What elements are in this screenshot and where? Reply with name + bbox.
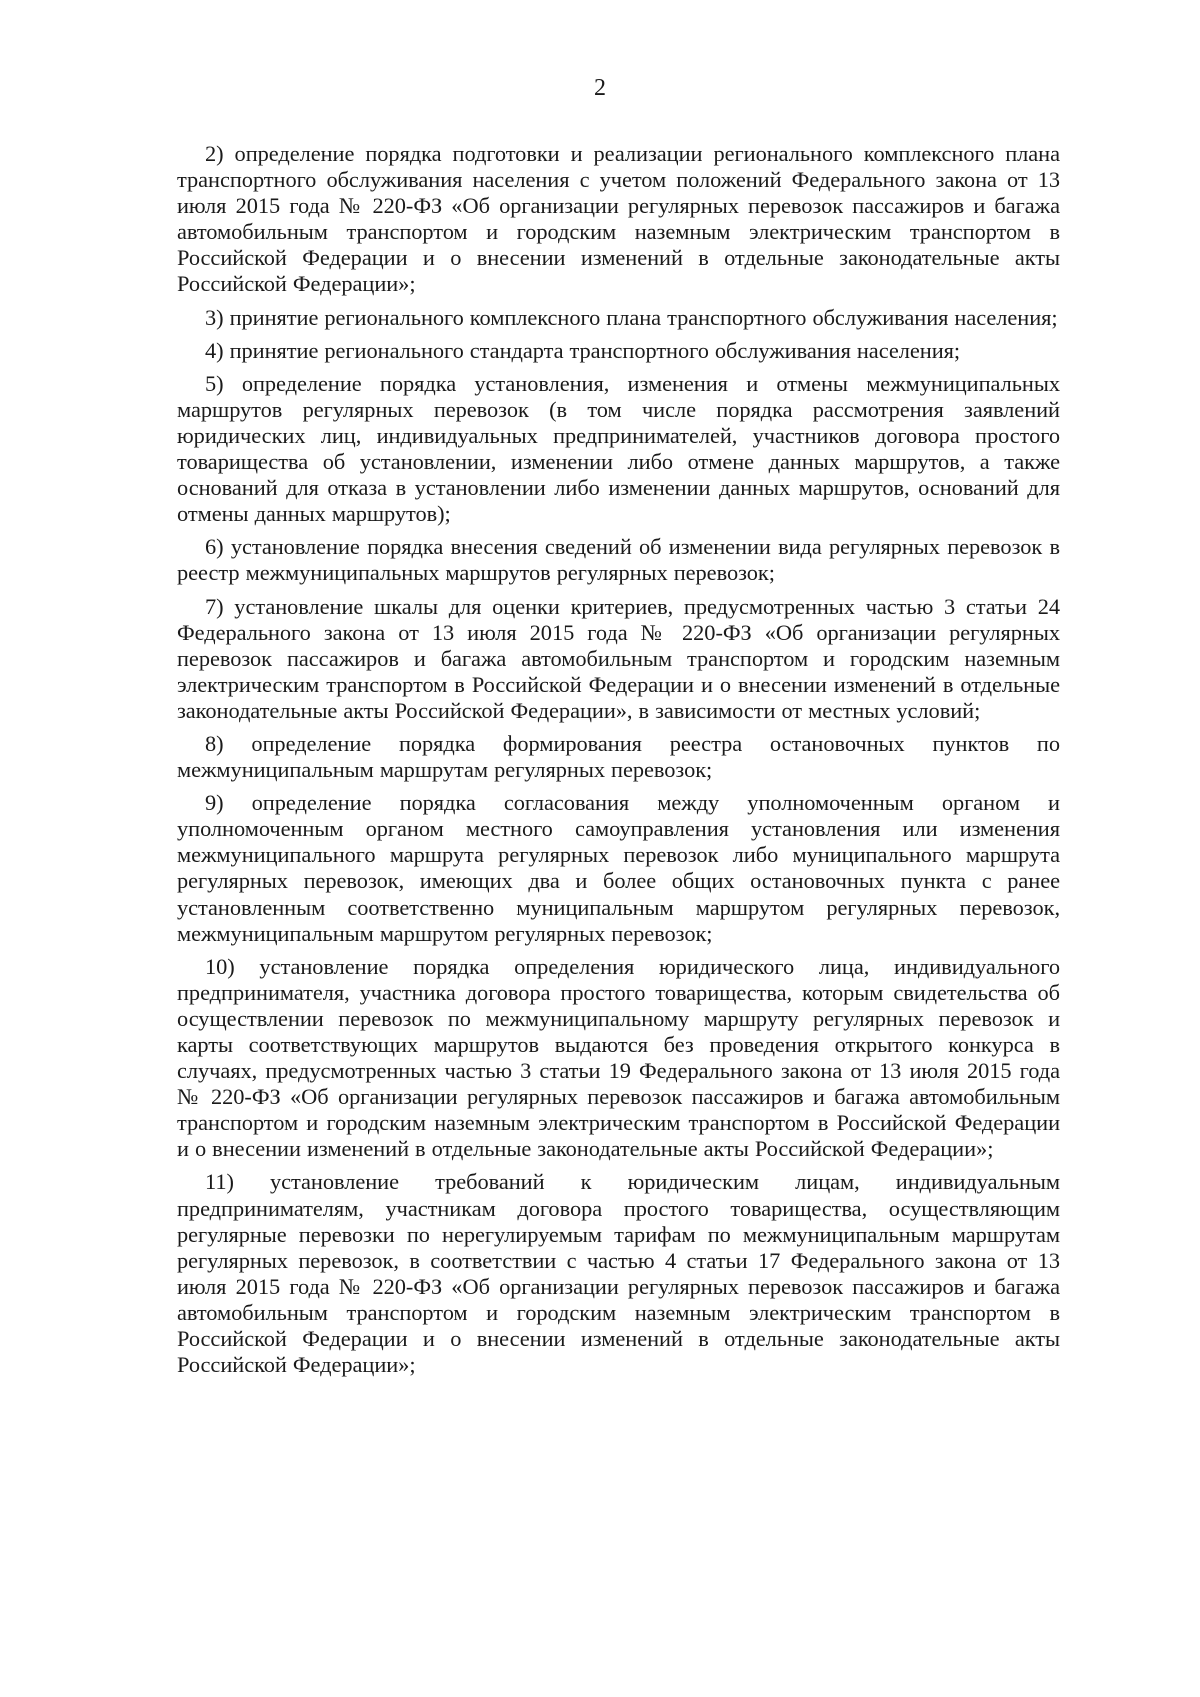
paragraph-item-8: 8) определение порядка формирования реестра остановочных пунктов по межмуниципальным маршрутам регулярных перевозок; — [177, 730, 1060, 783]
paragraph-item-11: 11) установление требований к юридическим лицам, индивидуальным предпринимателям, участникам договора простого товарищества, осуществляющим регулярные перевозки по нерегулируемым тарифам по межмуниципальным маршрутам регулярных перевозок, в соответствии с частью 4 статьи 17 Федерального закона от 13 июля 2015 года № 220-ФЗ «Об организации регулярных перевозок пассажиров и багажа автомобильным транспортом и городским наземным электрическим транспортом в Российской Федерации и о внесении изменений в отдельные законодательные акты Российской Федерации»; — [177, 1169, 1060, 1378]
paragraph-item-4: 4) принятие регионального стандарта транспортного обслуживания населения; — [205, 337, 961, 363]
paragraph-item-7: 7) установление шкалы для оценки критериев, предусмотренных частью 3 статьи 24 Федерального закона от 13 июля 2015 года № 220-ФЗ «Об организации регулярных перевозок пассажиров и багажа автомобильным транспортом и городским наземным электрическим транспортом в Российской Федерации и о внесении изменений в отдельные законодательные акты Российской Федерации», в зависимости от местных условий; — [177, 593, 1060, 723]
paragraph-item-9: 9) определение порядка согласования между уполномоченным органом и уполномоченным органом местного самоуправления установления или изменения межмуниципального маршрута регулярных перевозок либо муниципального маршрута регулярных перевозок, имеющих два и более общих остановочных пункта с ранее установленным соответственно муниципальным маршрутом регулярных перевозок, межмуниципальным маршрутом регулярных перевозок; — [177, 790, 1060, 946]
document-body — [177, 141, 1060, 1385]
paragraph-item-3: 3) принятие регионального комплексного плана транспортного обслуживания населения; — [205, 304, 1058, 330]
paragraph-item-5: 5) определение порядка установления, изменения и отмены межмуниципальных маршрутов регулярных перевозок (в том числе порядка рассмотрения заявлений юридических лиц, индивидуальных предпринимателей, участников договора простого товарищества об установлении, изменении либо отмене данных маршрутов, а также оснований для отказа в установлении либо изменении данных маршрутов, оснований для отмены данных маршрутов); — [177, 370, 1060, 527]
paragraph-item-10: 10) установление порядка определения юридического лица, индивидуального предпринимателя, участника договора простого товарищества, которым свидетельства об осуществлении перевозок по межмуниципальному маршруту регулярных перевозок и карты соответствующих маршрутов выдаются без проведения открытого конкурса в случаях, предусмотренных частью 3 статьи 19 Федерального закона от 13 июля 2015 года № 220-ФЗ «Об организации регулярных перевозок пассажиров и багажа автомобильным транспортом и городским наземным электрическим транспортом в Российской Федерации и о внесении изменений в отдельные законодательные акты Российской Федерации»; — [177, 953, 1060, 1162]
page-number: 2 — [594, 75, 606, 101]
paragraph-item-2: 2) определение порядка подготовки и реализации регионального комплексного плана транспортного обслуживания населения с учетом положений Федерального закона от 13 июля 2015 года № 220-ФЗ «Об организации регулярных перевозок пассажиров и багажа автомобильным транспортом и городским наземным электрическим транспортом в Российской Федерации и о внесении изменений в отдельные законодательные акты Российской Федерации»; — [177, 141, 1060, 297]
paragraph-item-6: 6) установление порядка внесения сведений об изменении вида регулярных перевозок в реестр межмуниципальных маршрутов регулярных перевозок; — [177, 534, 1060, 586]
